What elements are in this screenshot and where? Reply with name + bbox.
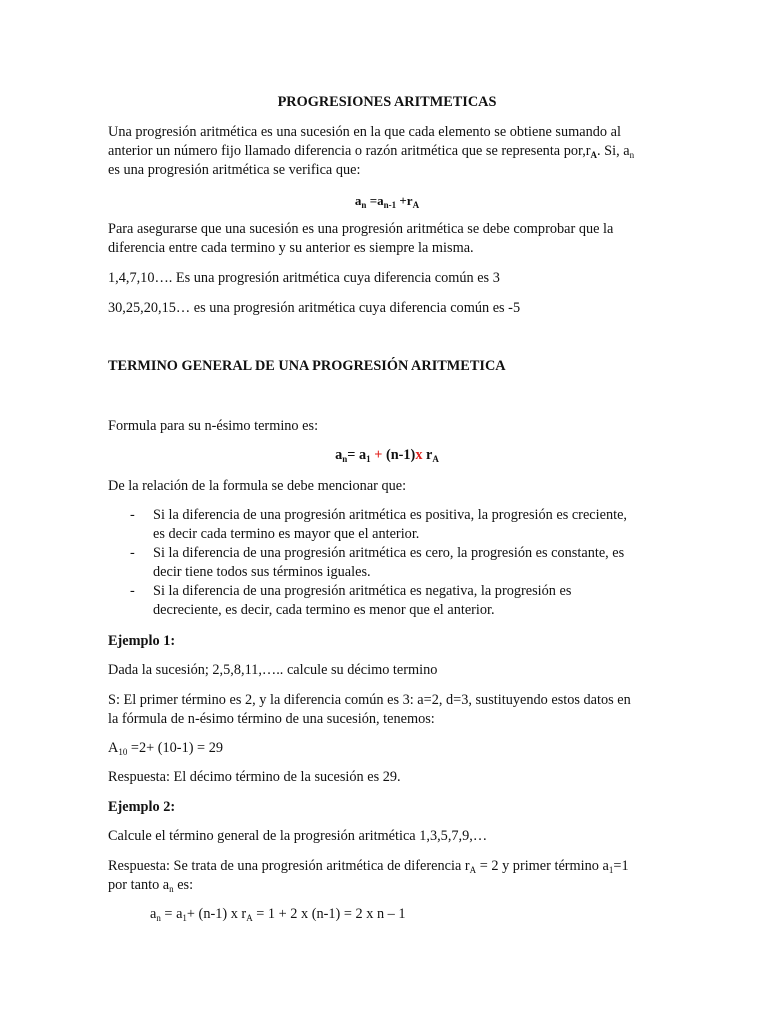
intro-sub-a: A (590, 150, 598, 160)
bullet-line: Si la diferencia de una progresión aritmética es positiva, la progresión es creciente, (153, 507, 627, 523)
list-item (108, 582, 666, 620)
f1-sub-a: A (412, 200, 420, 210)
example-2-heading: Ejemplo 2: (108, 799, 176, 815)
ans-line2-sub-n: n (169, 884, 174, 894)
f1-sub-n: n (361, 200, 367, 210)
intro-line-2-tail: . Si, a (597, 143, 630, 159)
general-term-formula (108, 446, 666, 465)
example-1-solution (108, 691, 666, 729)
f1-a: a (354, 193, 362, 208)
intro-line-2 (108, 142, 666, 161)
bullet-dash: - (130, 507, 135, 523)
calc-sub-10: 10 (118, 747, 128, 757)
example-1-prompt: Dada la sucesión; 2,5,8,11,….. calcule su décimo termino (108, 662, 438, 678)
example-1-solution-line-2: la fórmula de n-ésimo término de una sucesión, tenemos: (108, 711, 435, 727)
f2-n-minus-1: (n-1) (385, 447, 416, 463)
intro-sub-n: n (629, 150, 635, 160)
page-title: PROGRESIONES ARITMETICAS (277, 94, 497, 110)
f1-sub-prev: n-1 (383, 200, 397, 210)
final-sub-n: n (156, 913, 161, 923)
bullet-line: es decir cada termino es mayor que el anterior. (153, 526, 420, 542)
calc-a: A (108, 740, 119, 756)
intro-line-2-text: anterior un número fijo llamado diferencia o razón aritmética que se representa por,r (108, 143, 591, 159)
ans-text-a: Respuesta: Se trata de una progresión aritmética de diferencia r (108, 858, 470, 874)
final-sub-1: 1 (182, 913, 187, 923)
f1-eq: =a (366, 193, 384, 208)
ans-line2-b: es: (173, 877, 194, 893)
intro-line-3: es una progresión aritmética se verifica que: (108, 162, 361, 178)
example-2-answer (108, 857, 666, 895)
ans-line2-a: por tanto a (108, 877, 170, 893)
verification-line-2: diferencia entre cada termino y su anterior es siempre la misma. (108, 240, 474, 256)
f2-plus: + (370, 447, 386, 463)
final-eq-a: = a (160, 906, 183, 922)
bullet-line: Si la diferencia de una progresión aritmética es cero, la progresión es constante, es (153, 545, 625, 561)
example-1-heading: Ejemplo 1: (108, 633, 176, 649)
example-2-answer-line-1 (108, 857, 666, 876)
final-result: = 1 + 2 x (n-1) = 2 x n – 1 (252, 906, 406, 922)
example-1-solution-line-1: S: El primer término es 2, y la diferencia común es 3: a=2, d=3, sustituyendo estos datos en (108, 692, 631, 708)
example-1-calculation (108, 739, 666, 758)
f2-sub-a: A (432, 454, 439, 464)
formula-intro: Formula para su n-ésimo termino es: (108, 418, 319, 434)
ans-sub-a: A (469, 865, 477, 875)
final-sub-a: A (246, 913, 253, 923)
example-1-answer: Respuesta: El décimo término de la sucesión es 29. (108, 769, 401, 785)
example-2-answer-line-2 (108, 876, 666, 895)
ans-text-b: = 2 y primer término a (476, 858, 609, 874)
bullet-dash: - (130, 545, 135, 561)
list-item (108, 506, 666, 544)
final-mid: + (n-1) x r (186, 906, 247, 922)
example-2-prompt: Calcule el término general de la progresión aritmética 1,3,5,7,9,… (108, 828, 488, 844)
final-a: a (150, 906, 157, 922)
bullet-line: Si la diferencia de una progresión aritmética es negativa, la progresión es (153, 583, 572, 599)
calc-rest: =2+ (10-1) = 29 (127, 740, 223, 756)
bullet-dash: - (130, 583, 135, 599)
f2-sub-n: n (342, 454, 348, 464)
relation-intro: De la relación de la formula se debe mencionar que: (108, 478, 407, 494)
ans-sub-1: 1 (608, 865, 614, 875)
bullet-line: decreciente, es decir, cada termino es menor que el anterior. (153, 602, 495, 618)
recurrence-formula (108, 191, 666, 210)
intro-line-1: Una progresión aritmética es una sucesión en la que cada elemento se obtiene sumando al (108, 124, 621, 140)
intro-paragraph (108, 123, 666, 180)
properties-list (108, 506, 666, 620)
f2-a: a (335, 447, 343, 463)
f2-eq-a: = a (347, 447, 367, 463)
section-title-general-term: TERMINO GENERAL DE UNA PROGRESIÓN ARITMETICA (108, 358, 506, 374)
f1-plus-r: +r (396, 193, 413, 208)
verification-paragraph (108, 220, 666, 258)
example-decreasing: 30,25,20,15… es una progresión aritmética cuya diferencia común es -5 (108, 300, 521, 316)
verification-line-1: Para asegurarse que una sucesión es una progresión aritmética se debe comprobar que la (108, 221, 614, 237)
bullet-line: decir tiene todos sus términos iguales. (153, 564, 371, 580)
f2-times: x (415, 447, 423, 463)
example-2-final-formula (150, 905, 708, 924)
list-item (108, 544, 666, 582)
f2-sub-1: 1 (366, 454, 371, 464)
example-increasing: 1,4,7,10…. Es una progresión aritmética cuya diferencia común es 3 (108, 270, 500, 286)
ans-text-c: =1 (613, 858, 629, 874)
f2-r: r (422, 447, 433, 463)
